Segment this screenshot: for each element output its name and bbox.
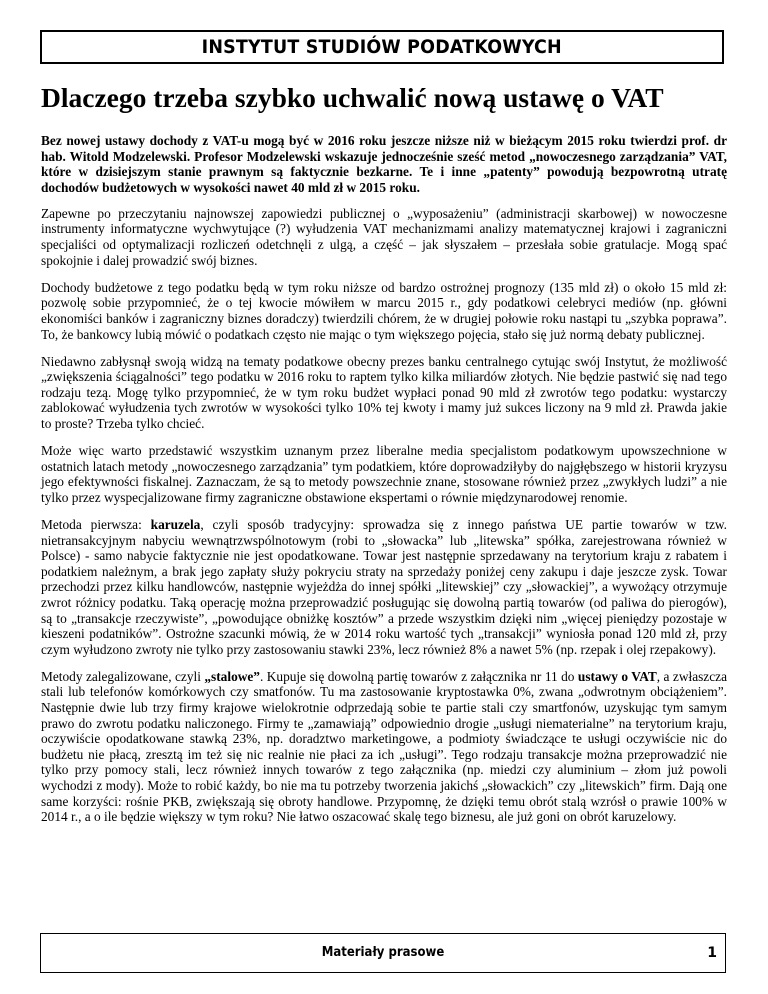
paragraph: Dochody budżetowe z tego podatku będą w tym roku niższe od bardzo ostrożnej prognozy (135 mld zł) o około 15 mld zł: pozwolę sobie przypomnieć, że o tej kwocie mówiłem w marcu 2015 r., gdy podatkowi celebryci mediów (np. główni ekonomiści banków i zagraniczny biznes doradczy) twierdzili chórem, że w drugiej połowie roku nastąpi tu „szybka poprawa”. To, że bankowcy lubią mówić o podatkach często nie mając o tym większego pojęcia, stało się już normą debaty publicznej. (41, 279, 727, 342)
footer-label: Materiały prasowe (321, 945, 445, 960)
term-ustawa-vat: ustawy o VAT (577, 668, 657, 684)
header-banner (40, 30, 724, 64)
paragraph: Może więc warto przedstawić wszystkim uznanym przez liberalne media specjalistom podatkowym upowszechnione w ostatnich latach metody „nowoczesnego zarządzania” tym podatkiem, które doprowadziłyby do najgłębszego w historii kryzysu jego efektywności fiskalnej. Zaznaczam, że są to metody powszechnie znane, stosowane również przez „zwykłych ludzi” a nie tylko przez wyspecjalizowane firmy zagraniczne obstawione ekspertami o równie międzynarodowej renomie. (41, 443, 727, 505)
article-title: Dlaczego trzeba szybko uchwalić nową ustawę o VAT (41, 82, 664, 113)
lead-paragraph: Bez nowej ustawy dochody z VAT-u mogą być w 2016 roku jeszcze niższe niż w bieżącym 2015 roku twierdzi prof. dr hab. Witold Modzelewski. Profesor Modzelewski wskazuje jednocześnie sześć metod „nowoczesnego zarządzania” VAT, które w dzisiejszym stanie prawnym są faktycznie bezkarne. Te i inne „patenty” powodują bezpowrotną utratę dochodów budżetowych w wysokości nawet 40 mld zł w 2015 roku. (41, 133, 727, 195)
paragraph-text: , a zwłaszcza stali lub telefonów komórkowych czy smatfonów. Tu ma zastosowanie kryptostawka 0%, zwana „odwrotnym obciążeniem”. Następnie dwie lub trzy firmy krajowe wielokrotnie odprzedają sobie te partie stali czy smartfonów, uzyskując tym samym prawo do zwrotu podatku naliczonego. Firmy te „zamawiają” odpowiednio drogie „usługi niematerialne” na terytorium kraju, oczywiście opodatkowane stawką 23%, np. doradztwo marketingowe, a podmioty świadczące te usługi oczywiście nic do budżetu nie płacą, zresztą im też się nic realnie nie płaci za ich „usługi”. Tego rodzaju transakcje można przeprowadzić nie tylko przy pomocy stali, lecz również innych towarów z tego załącznika (np. miedzi czy aluminium – złom już powoli wychodzi z mody). Może to robić każdy, bo nie ma tu potrzeby tworzenia jakichś „słowackich” czy „litewskich” firm. Dają one same korzyści: rośnie PKB, zwiększają się obroty handlowe. Przypomnę, że dzięki temu obrót stalą wzrósł o prawie 100% w 2014 r., a o ile będzie większy w tym roku? Nie łatwo oszacować skalę tego biznesu, ale już goni on obrót karuzelowy. (41, 668, 727, 825)
page-number: 1 (707, 945, 717, 961)
paragraph-text: Metoda pierwsza: (41, 516, 151, 532)
paragraph-method-2 (41, 669, 727, 825)
paragraph-text: Metody zalegalizowane, czyli (41, 668, 205, 684)
paragraph-method-1 (41, 517, 727, 657)
institute-name: INSTYTUT STUDIÓW PODATKOWYCH (201, 36, 563, 58)
paragraph-text: . Kupuje się dowolną partię towarów z załącznika nr 11 do (259, 668, 578, 684)
term-stalowe: „stalowe” (204, 668, 260, 684)
article-body (41, 133, 727, 836)
paragraph-text: , czyli sposób tradycyjny: sprowadza się z innego państwa UE partie towarów w tzw. nietransakcyjnym nabyciu wewnątrzwspólnotowym (robi to „słowacka” lub „litewska” spółka, zarejestrowana również w Polsce) - samo nabycie faktycznie nie jest opodatkowane. Towar jest następnie sprzedawany na terytorium kraju z rabatem i podatkiem należnym, a brak jego zapłaty służy pokryciu straty na sprzedaży poniżej ceny zakupu i daje jeszcze zysk. Towar przechodzi przez kilku handlowców, następnie wyjeżdża do innej spółki „litewskiej” czy „słowackiej”, a wywożący otrzymuje zwrot różnicy podatku. Taką operację można przeprowadzić posługując się dowolną partią towarów (od paliwa do pierogów), są to „transakcje rzeczywiste”, „powodujące obniżkę kosztów” a przede wszystkim dzięki nim „więcej pieniędzy pozostaje w kieszeni podatników”. Ostrożne szacunki mówią, że w 2014 roku wartość tych „transakcji” wyniosła ponad 120 mld zł, przy czym wyłudzono zwroty nie tylko przy zastosowaniu stawki 23%, lecz również 8% a nawet 5% (np. rzepak i olej rzepakowy). (41, 516, 727, 657)
term-karuzela: karuzela (150, 516, 201, 532)
footer (40, 933, 726, 973)
paragraph: Zapewne po przeczytaniu najnowszej zapowiedzi publicznej o „wyposażeniu” (administracji skarbowej) w nowoczesne instrumenty informatyczne wychwytujące (?) wyłudzenia VAT mechanizmami analizy matematycznej krajowi i zagraniczni specjaliści od optymalizacji rozliczeń odetchnęli z ulgą, a część – jak słyszałem – przesłała sobie gratulacje. Mogą spać spokojnie i dalej prowadzić swój biznes. (41, 205, 727, 268)
paragraph: Niedawno zabłysnął swoją widzą na tematy podatkowe obecny prezes banku centralnego cytując swój Instytut, że możliwość „zwiększenia ściągalności” tego podatku w 2016 roku to raptem tylko kilka miliardów złotych. Nie będzie pastwić się nad tego rodzaju tezą. Mogę tylko przypomnieć, że w tym roku budżet wypłaci ponad 90 mld zł zwrotów tego podatku: wystarczy zablokować wyłudzenia tych zwrotów w wysokości tylko 10% tej kwoty i mamy już sukces liczony na 9 mld zł. Prawda jakie to proste? Trzeba tylko chcieć. (41, 353, 727, 431)
